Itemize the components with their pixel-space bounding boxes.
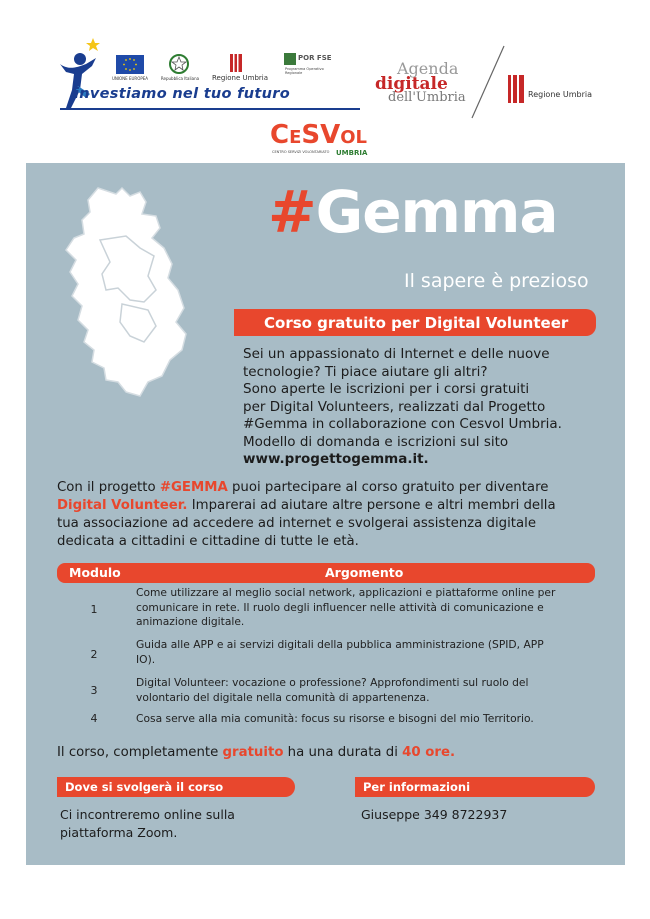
row-line: Digital Volunteer: vocazione o professione? Approfondimenti sul ruolo del [136, 676, 529, 689]
intro-line: tecnologie? Ti piace aiutare gli altri? [243, 363, 488, 380]
lead-line-3: tua associazione ad accedere ad internet e svolgerai assistenza digitale [57, 516, 537, 531]
lead-line-4: dedicata a cittadini e cittadine di tutte le età. [57, 534, 359, 549]
table-row [84, 638, 594, 670]
col-argomento: Argomento [325, 565, 404, 580]
duration-part: ha una durata di [283, 745, 403, 760]
lead-line-1 [57, 479, 607, 497]
regione-umbria-emblem [230, 54, 242, 72]
row-number: 4 [90, 712, 98, 725]
divider-slash [468, 44, 508, 120]
cesvol-logo: CeSVol [270, 120, 367, 150]
row-line: volontario del digitale nella comunità di appartenenza. [136, 690, 430, 704]
regione-stripes-right-icon [508, 75, 524, 103]
row-line: Cosa serve alla mia comunità: focus su risorse e bisogni del mio Territorio. [136, 712, 534, 725]
duration-part: Il corso, completamente [57, 745, 223, 760]
intro-line: #Gemma in collaborazione con Cesvol Umbria. [243, 416, 562, 432]
agenda-line2: digitale [375, 74, 448, 94]
tagline: investiamo nel tuo futuro [74, 86, 290, 102]
agenda-line1: Agenda [397, 59, 459, 78]
table-row [84, 712, 594, 730]
regione-stripes-icon [230, 54, 242, 72]
agenda-line3: dell'Umbria [388, 90, 466, 105]
repubblica-label: Repubblica Italiana [160, 76, 200, 81]
regione-umbria-emblem-right [508, 75, 524, 103]
where-line: piattaforma Zoom. [60, 825, 178, 840]
lead-text: Con il progetto [57, 480, 160, 495]
row-number: 3 [90, 684, 98, 697]
lead-text: puoi partecipare al corso gratuito per diventare [227, 480, 549, 495]
cesvol-caption: CENTRO SERVIZI VOLONTARIATO [272, 150, 330, 154]
table-header [57, 563, 595, 583]
gratuito-highlight: gratuito [222, 745, 284, 760]
intro-line: Sono aperte le iscrizioni per i corsi gratuiti [243, 381, 530, 397]
table-row [84, 676, 594, 708]
info-label: Per informazioni [355, 777, 595, 797]
gemma-subtitle: Il sapere è prezioso [404, 270, 589, 292]
where-line: Ci incontreremo online sulla [60, 807, 235, 822]
intro-line: Sei un appassionato di Internet e delle nuove [243, 346, 550, 362]
lead-paragraph [57, 479, 607, 551]
eu-stars-icon [116, 55, 144, 74]
row-line: Come utilizzare al meglio social network, applicazioni e piattaforme online per [136, 586, 556, 599]
row-text [136, 638, 596, 667]
intro-line: per Digital Volunteers, realizzati dal Progetto [243, 398, 546, 415]
porfse-logo [284, 53, 296, 65]
row-line: IO). [136, 652, 156, 666]
info-text: Giuseppe 349 8722937 [361, 807, 508, 822]
regione-label-right: Regione Umbria [528, 90, 592, 99]
row-line: Guida alle APP e ai servizi digitali della pubblica amministrazione (SPID, APP [136, 638, 544, 651]
col-modulo: Modulo [69, 565, 121, 580]
tagline-underline [60, 108, 360, 110]
eu-label: UNIONE EUROPEA [111, 76, 149, 81]
row-line: animazione digitale. [136, 615, 245, 628]
table-row [84, 586, 594, 632]
gemma-highlight: #GEMMA [159, 480, 228, 495]
repubblica-emblem-icon [168, 53, 190, 75]
row-number: 1 [90, 603, 98, 616]
intro-line: Modello di domanda e iscrizioni sul sito [243, 433, 509, 450]
porfse-label: POR FSE [298, 54, 332, 62]
eu-flag-logo [116, 55, 144, 74]
lead-line-2 [57, 497, 607, 515]
digital-volunteer-highlight: Digital Volunteer. [57, 498, 188, 513]
duration-text [57, 744, 455, 762]
intro-text [243, 346, 603, 469]
row-text [136, 586, 596, 630]
row-line: comunicare in rete. Il ruolo degli influencer nelle attività di comunicazione e [136, 600, 544, 614]
course-banner: Corso gratuito per Digital Volunteer [234, 309, 596, 336]
row-text [136, 676, 596, 705]
cesvol-region: UMBRIA [336, 149, 368, 157]
ore-highlight: 40 ore. [402, 745, 456, 760]
porfse-caption: Programma Operativo Regionale [285, 67, 324, 75]
gemma-word: Gemma [315, 178, 558, 246]
gemma-title [268, 178, 558, 246]
gemma-hash: # [268, 178, 316, 246]
lead-text: Imparerai ad aiutare altre persone e altri membri della [187, 498, 556, 513]
website-link[interactable]: www.progettogemma.it. [243, 451, 429, 467]
where-label: Dove si svolgerà il corso [57, 777, 295, 797]
row-text [136, 712, 596, 727]
where-text [60, 806, 235, 842]
regione-label: Regione Umbria [212, 74, 268, 82]
umbria-map-icon [60, 186, 200, 400]
row-number: 2 [90, 648, 98, 661]
